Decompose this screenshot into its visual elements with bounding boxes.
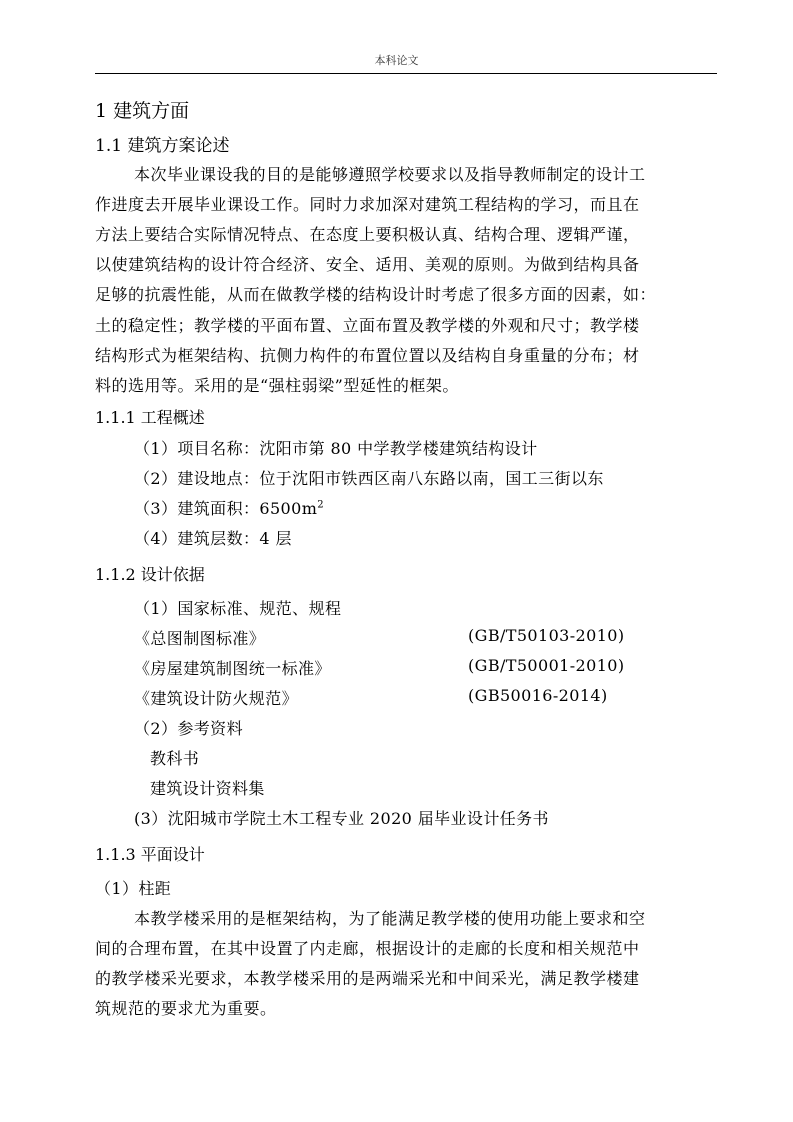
paragraph-line: 足够的抗震性能，从而在做教学楼的结构设计时考虑了很多方面的因素，如： bbox=[95, 285, 657, 304]
building-floors-item: （4）建筑层数：4 层 bbox=[134, 529, 292, 548]
building-area-item bbox=[134, 496, 324, 519]
standard-code: (GB/T50103-2010) bbox=[468, 626, 625, 645]
paragraph-line: 筑规范的要求尤为重要。 bbox=[95, 999, 277, 1018]
references-item: （2）参考资料 bbox=[134, 719, 243, 738]
standard-code: (GB50016-2014) bbox=[468, 686, 608, 705]
column-spacing-subheading: （1）柱距 bbox=[95, 879, 172, 898]
area-superscript: 2 bbox=[317, 499, 325, 511]
section-1-1-heading: 1.1 建筑方案论述 bbox=[95, 136, 230, 156]
standard-code: (GB/T50001-2010) bbox=[468, 656, 625, 675]
paragraph-line: 料的选用等。采用的是“强柱弱梁”型延性的框架。 bbox=[95, 376, 459, 395]
paragraph-line: 方法上要结合实际情况特点、在态度上要积极认真、结构合理、逻辑严谨， bbox=[95, 225, 640, 244]
project-location-item: （2）建设地点：位于沈阳市铁西区南八东路以南，国工三街以东 bbox=[134, 469, 604, 488]
standard-name: 《房屋建筑制图统一标准》 bbox=[134, 659, 331, 678]
section-1-1-2-heading: 1.1.2 设计依据 bbox=[95, 565, 205, 584]
paragraph-line: 本教学楼采用的是框架结构，为了能满足教学楼的使用功能上要求和空 bbox=[134, 909, 646, 928]
section-1-heading: 1 建筑方面 bbox=[95, 100, 190, 122]
page-header: 本科论文 bbox=[374, 54, 419, 67]
paragraph-line: 作进度去开展毕业课设工作。同时力求加深对建筑工程结构的学习，而且在 bbox=[95, 195, 640, 214]
header-rule bbox=[95, 73, 717, 74]
section-1-1-1-heading: 1.1.1 工程概述 bbox=[95, 408, 205, 427]
standards-item: （1）国家标准、规范、规程 bbox=[134, 599, 342, 618]
paragraph-line: 本次毕业课设我的目的是能够遵照学校要求以及指导教师制定的设计工 bbox=[134, 165, 646, 184]
task-book-item: (3）沈阳城市学院土木工程专业 2020 届毕业设计任务书 bbox=[134, 809, 549, 828]
project-name-item: （1）项目名称：沈阳市第 80 中学教学楼建筑结构设计 bbox=[134, 439, 538, 458]
reference-entry: 教科书 bbox=[150, 749, 200, 768]
paragraph-line: 以使建筑结构的设计符合经济、安全、适用、美观的原则。为做到结构具备 bbox=[95, 255, 640, 274]
section-1-1-3-heading: 1.1.3 平面设计 bbox=[95, 845, 205, 864]
standard-name: 《建筑设计防火规范》 bbox=[134, 689, 299, 708]
paragraph-line: 结构形式为框架结构、抗侧力构件的布置位置以及结构自身重量的分布；材 bbox=[95, 346, 640, 365]
building-area-label: （3）建筑面积：6500m bbox=[134, 499, 318, 518]
paragraph-line: 土的稳定性；教学楼的平面布置、立面布置及教学楼的外观和尺寸；教学楼 bbox=[95, 316, 640, 335]
reference-entry: 建筑设计资料集 bbox=[150, 779, 265, 798]
standard-name: 《总图制图标准》 bbox=[134, 629, 266, 648]
paragraph-line: 间的合理布置，在其中设置了内走廊，根据设计的走廊的长度和相关规范中 bbox=[95, 939, 640, 958]
paragraph-line: 的教学楼采光要求，本教学楼采用的是两端采光和中间采光，满足教学楼建 bbox=[95, 969, 640, 988]
